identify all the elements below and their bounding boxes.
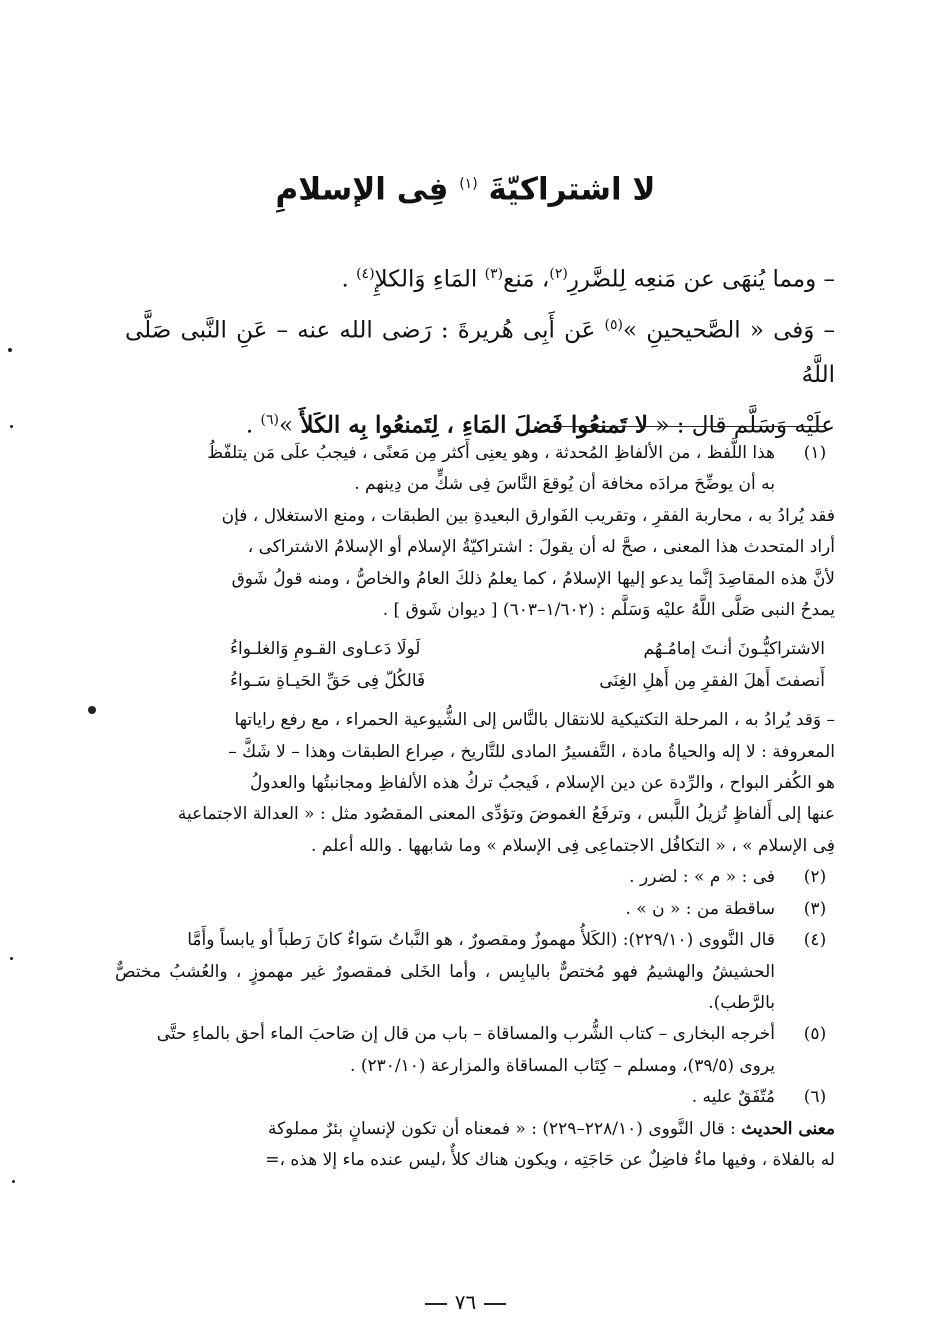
footnote-number: (١) (803, 443, 827, 463)
verse-hemistich: لَولَا دَعـاوى القـومِ وَالغلـواءُ (230, 639, 421, 660)
footnote-line: أراد المتحدث هذا المعنى ، صحَّ له أن يقولَ : اشتراكيّةُ الإسلام أو الإسلامُ الاشتراكى ، (247, 537, 835, 558)
hadith-meaning (115, 1114, 835, 1177)
speck (8, 348, 12, 352)
footnote-line: ساقطة من : « ن » . (625, 898, 775, 919)
text-span: – ومما يُنهَى عن مَنعِه لِلضَّررِ (567, 266, 835, 293)
footnote-line: قال النَّووى (٢٢٩/١٠): (الكَلأُ مهموزٌ ومقصورٌ ، هو النَّباتُ سَواءٌ كانَ رَطباً أو يابساً وأَمَّا (187, 930, 775, 951)
footnote-line: يروى (٣٩/٥)، ومسلم – كِتَاب المساقاة والمزارعة (٢٣٠/١٠) . (350, 1055, 775, 1076)
footnote-1-paragraph (115, 705, 835, 862)
title-tail: فِى الإسلامِ (275, 171, 449, 208)
text-line (125, 252, 835, 303)
page-number (0, 1290, 931, 1314)
footnote-number: (٣) (803, 898, 827, 919)
verse-hemistich: فَالكُلّ فِى حَقِّ الحَيـاةِ سَـواءُ (230, 670, 426, 691)
footnotes (115, 438, 835, 1176)
footnote-ref: (٣) (484, 266, 504, 282)
text-span: . (341, 266, 349, 293)
footnote-4 (115, 925, 835, 1019)
footnote-line: فى : « م » : لضرر . (629, 867, 775, 888)
footnote-line: هذا اللَّفظ ، من الألفاظِ المُحدثة ، وهو يعنِى أَكثر مِن مَعنًى ، فيجبُ علَى مَن يتلفّظُ (207, 443, 775, 463)
footnote-line: – وَقد يُرادُ به ، المرحلة التكتيكية للانتقال بالنَّاس إلى الشُّيوعية الحمراء ، مع رفع راياتها (234, 710, 835, 731)
speck (88, 706, 96, 714)
page-title (200, 160, 731, 213)
footnote-1-paragraph (115, 501, 835, 627)
footnote-line: فِى الإسلام » ، « التكافُل الاجتماعِى فِى الإسلام » وما شابهها . والله أعلم . (311, 835, 835, 856)
dash (425, 1303, 447, 1305)
footnote-1 (115, 438, 835, 501)
footnote-line (115, 1114, 835, 1145)
footnote-number: (٦) (803, 1087, 827, 1108)
page-number-text: ٧٦ (454, 1290, 477, 1314)
footnote-line: لأنَّ هذه المقاصِدَ إنَّما يدعو إليها الإسلامُ ، كما يعلمُ ذلكَ العامُ والخاصُّ ، ومنه قولُ شَوق (231, 568, 835, 589)
footnote-number: (٤) (803, 930, 827, 951)
verse-line (115, 666, 835, 697)
text-span: » (279, 412, 294, 439)
verse-line (115, 634, 835, 665)
footnote-ref: (٦) (260, 412, 280, 429)
footnote-divider (540, 426, 825, 427)
speck (10, 425, 13, 428)
footnote-number: (٥) (803, 1024, 827, 1045)
main-text (125, 252, 835, 449)
footnote-line: له بالفلاة ، وفيها ماءٌ فاضِلٌ عن حَاجَتِه ، ويكون هناك كلأٌ ،ليس عنده ماء إلا هذه ،= (265, 1149, 835, 1170)
hadith-text: لا تَمنعُوا فَضلَ المَاءِ ، لِتَمنعُوا بِه الكَلأَ (300, 411, 648, 439)
footnote-line: المعروفة : لا إله والحياةُ مادة ، التَّفسيرُ المادى للتَّاريخ ، صِراع الطبقات وهذا – لا شَكَّ – (228, 741, 835, 762)
speck (12, 1180, 15, 1183)
footnote-line: هو الكُفر البواح ، والرِّدة عن دين الإسلام ، فَيجبُ تركُ هذه الألفاظِ ومجانبتُها والعدولُ (250, 773, 835, 794)
footnote-line: مُتّفَقٌ عليه . (691, 1087, 775, 1108)
footnote-3 (115, 894, 835, 925)
text-span: علَيْه وَسَلَّم قال : « (655, 412, 835, 439)
footnote-line: فقد يُرادُ به ، محاربة الفقرِ ، وتقريب الفَوارق البعيدةِ بين الطبقات ، ومنع الاستغلال ، فإن (221, 505, 835, 526)
footnote-2 (115, 862, 835, 893)
footnote-6 (115, 1082, 835, 1113)
footnote-line: الحشيشُ والهشيمُ فهو مُختصٌّ باليابِس ، وأما الخَلى فمقصورٌ غير مهموزٍ ، والعُشبُ مختصٌّ بالرَّطب). (115, 961, 775, 1013)
footnote-line: عنها إلى أَلفاظٍ تُزيلُ اللَّبس ، وترفَعُ الغموضَ وتؤدِّى المعنى المقصُود مثل : « العدالة الاجتماعية (177, 804, 835, 825)
footnote-line: يمدحُ النبى صَلَّى اللَّهُ عليْه وَسَلَّم : (١/٦٠٢–٦٠٣) [ ديوان شَوق ] . (382, 600, 835, 621)
meaning-label: معنى الحديث (741, 1118, 835, 1139)
speck (10, 957, 13, 960)
text-span: المَاءِ وَالكلإِ (374, 266, 478, 293)
footnote-ref: (١) (459, 176, 478, 192)
footnote-ref: (٢) (549, 266, 568, 282)
title-text: لا اشتراكيّةَ (488, 171, 656, 208)
footnote-ref: (٥) (604, 316, 623, 333)
footnote-line: به أن يوضِّحَ مرادَه مخافة أن يُوقعَ النَّاسَ فِى شكٍّ من دِينهم . (354, 474, 775, 495)
text-span: : قال النَّووى (٢٢٨/١٠–٢٢٩) : « فمعناه أن تكون لإنسانٍ بئرٌ مملوكة (267, 1118, 736, 1139)
verse-hemistich: الاشتراكيُّـونَ أنـتَ إمامُـهُم (643, 639, 825, 660)
text-line (125, 303, 835, 399)
verse-hemistich: أَنصفتَ أَهلَ الفقرِ مِن أَهلِ الغِنَى (599, 670, 825, 691)
text-span: . (245, 412, 254, 439)
text-span: ، مَنع (503, 266, 550, 293)
text-span: – وَفى « الصَّحيحينِ » (622, 317, 836, 344)
text-span: عَن أَبِى هُريرةَ : رَضى الله عنه – عَنِ النَّبى صَلَّى اللَّهُ (125, 317, 835, 389)
footnote-ref: (٤) (356, 266, 375, 282)
dash (484, 1303, 506, 1305)
footnote-5 (115, 1019, 835, 1082)
footnote-line: أخرجه البخارى – كتاب الشُّرب والمساقاة – باب من قال إن صَاحبَ الماء أحق بالماءِ حتَّى (156, 1024, 775, 1045)
poem-verses (115, 634, 835, 697)
footnote-number: (٢) (803, 867, 827, 888)
